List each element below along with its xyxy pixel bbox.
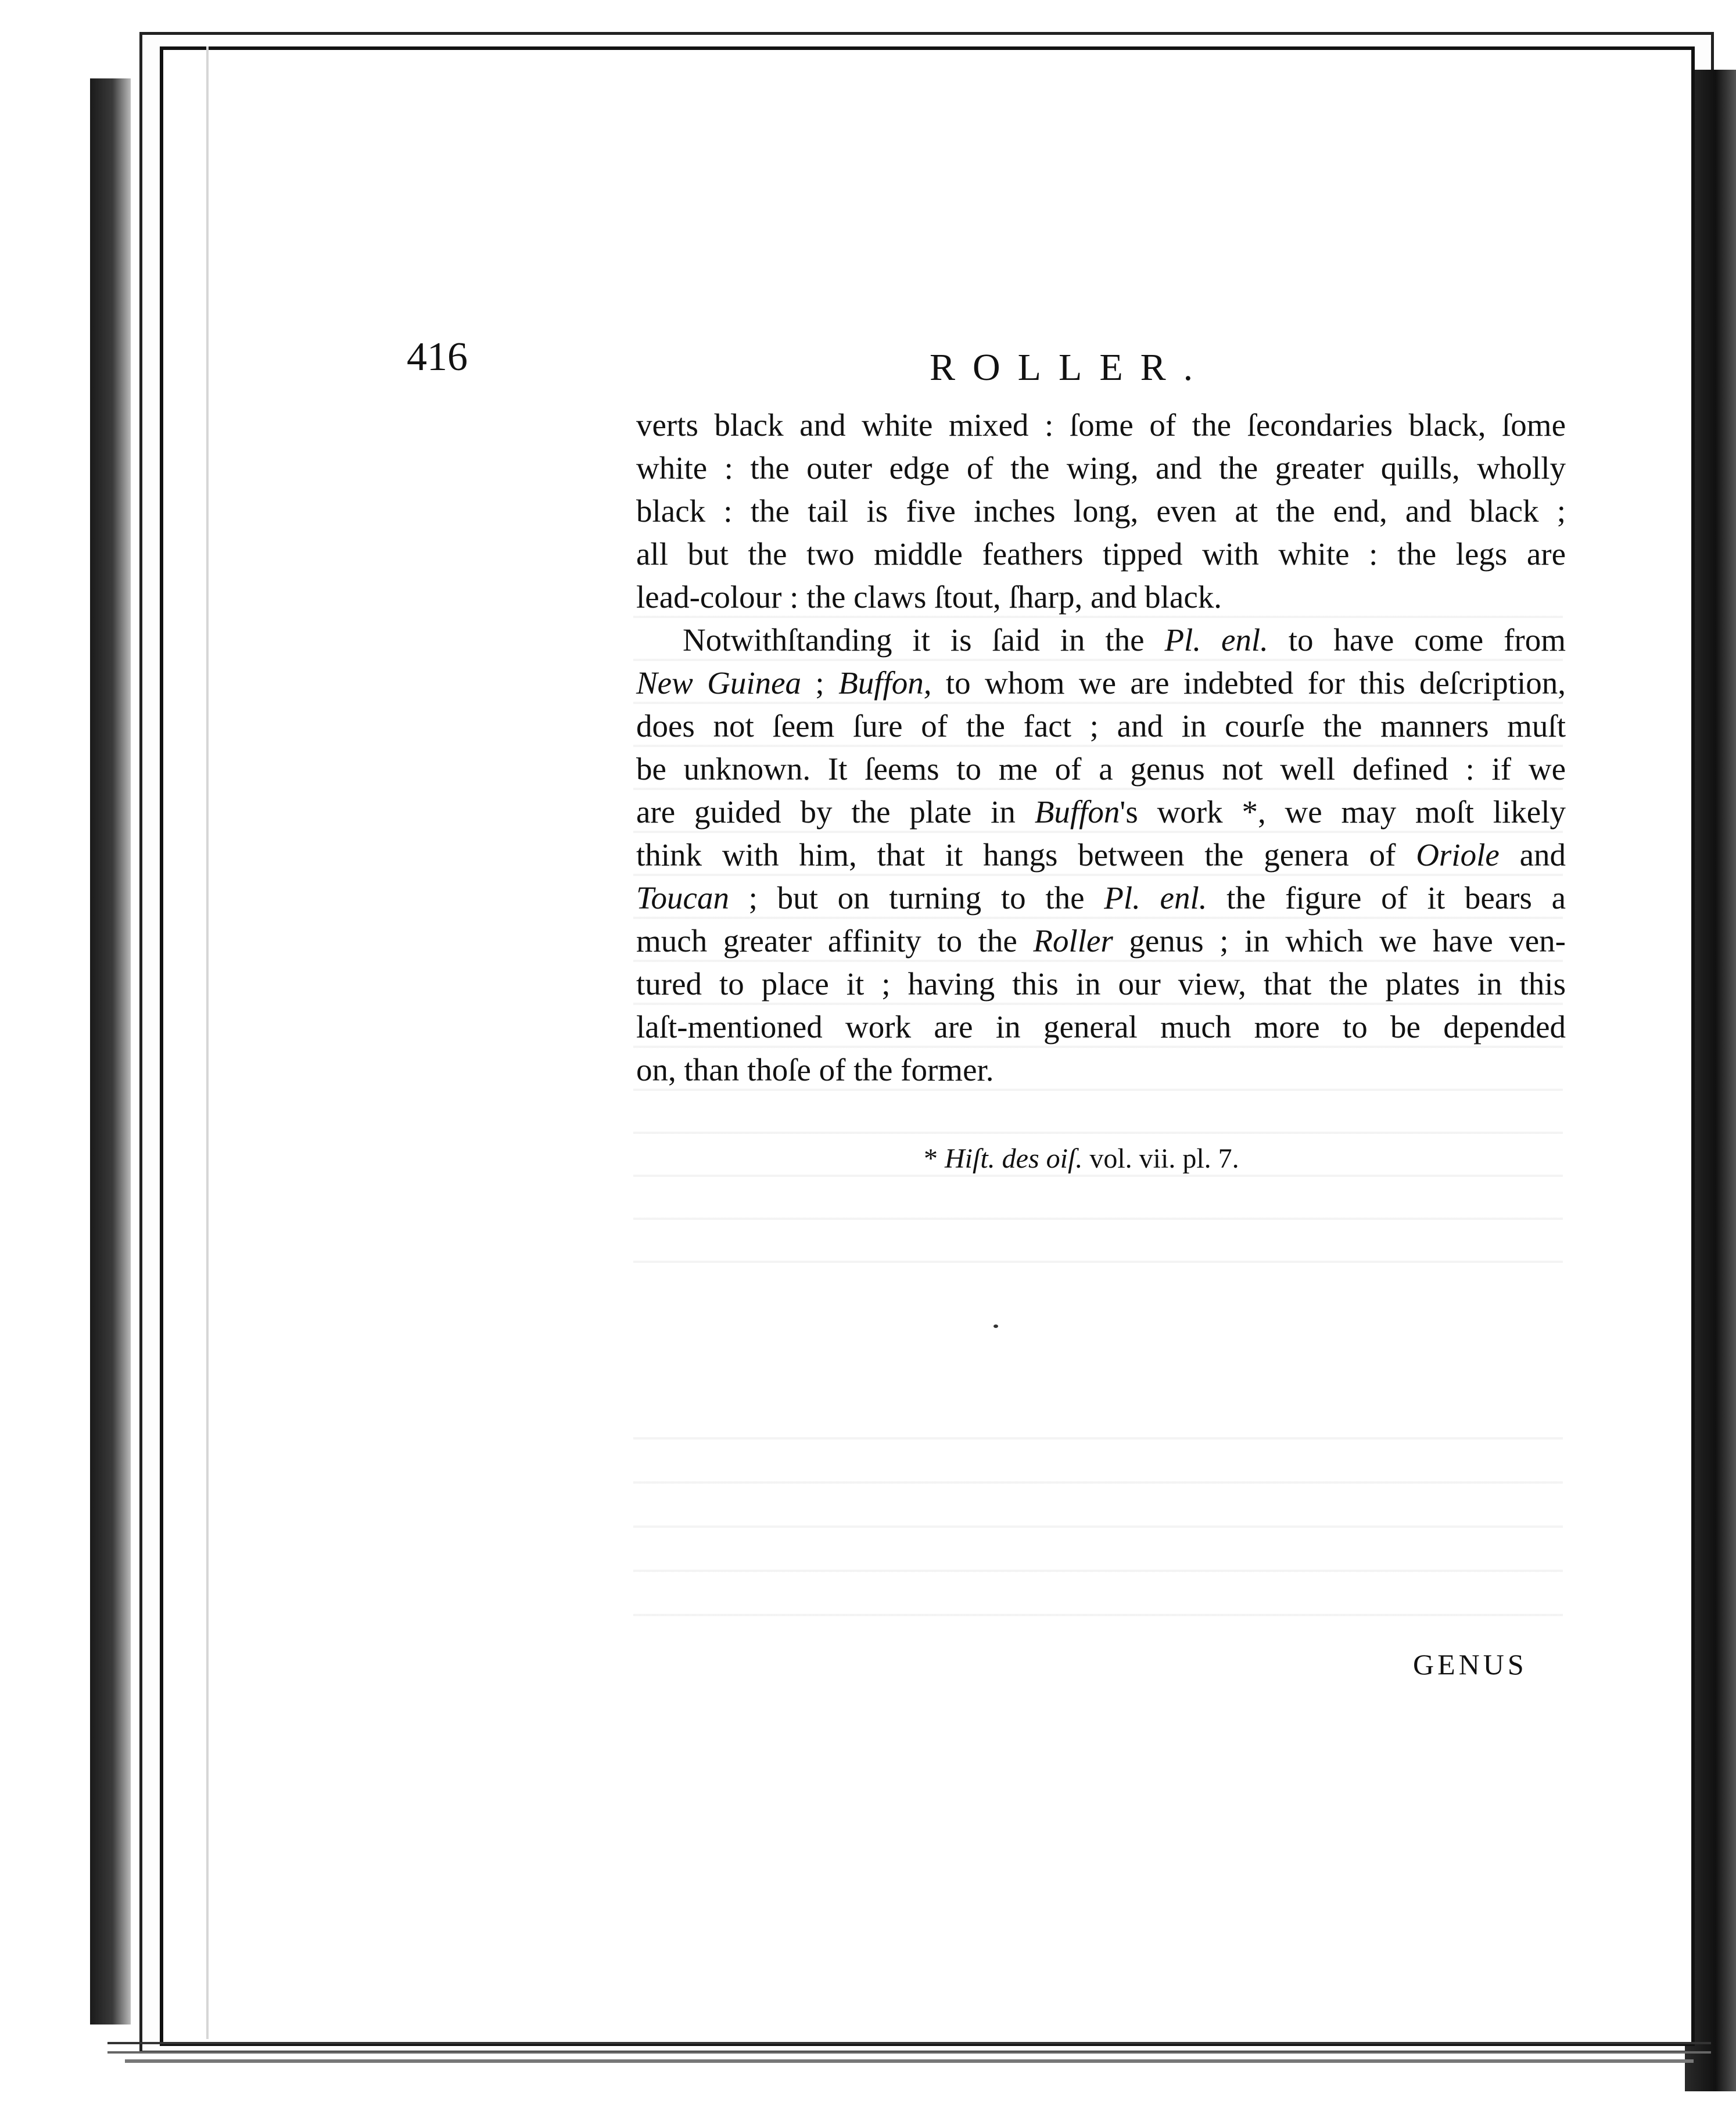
text-line — [636, 662, 1566, 705]
body-text — [636, 404, 1566, 1092]
text-run: think with him, that it hangs between the genera of — [636, 837, 1416, 873]
page-fold-line — [206, 46, 209, 2039]
text-run: much greater affinity to the — [636, 923, 1034, 959]
text-line: does not ſeem ſure of the fact ; and in courſe the manners muſt — [636, 708, 1566, 744]
ink-speck — [993, 1324, 998, 1328]
italic-run: Oriole — [1416, 837, 1500, 873]
text-run: genus ; in which we have ven- — [1113, 923, 1566, 959]
text-line — [636, 834, 1566, 877]
text-line: be unknown. It ſeems to me of a genus not well defined : if we — [636, 751, 1566, 787]
italic-run: Buffon — [1034, 794, 1120, 830]
catchword: GENUS — [1413, 1648, 1527, 1681]
show-through-texture-lower — [633, 1417, 1563, 1638]
text-run: ; but on turning to the — [729, 880, 1104, 916]
footnote-ref: vol. vii. pl. 7. — [1082, 1143, 1239, 1174]
text-run: to have come from — [1268, 622, 1566, 658]
text-line — [636, 920, 1566, 963]
italic-run: Toucan — [636, 880, 729, 916]
text-line — [636, 791, 1566, 834]
text-run: the figure of it bears a — [1207, 880, 1566, 916]
text-line: verts black and white mixed : ſome of the ſecondaries black, ſome — [636, 407, 1566, 443]
text-run: Notwithſtanding it is ſaid in the — [683, 622, 1165, 658]
page-bottom-edge-2 — [125, 2059, 1694, 2063]
text-run: 's work *, we may moſt likely — [1120, 794, 1566, 830]
text-line: white : the outer edge of the wing, and the greater quills, wholly — [636, 450, 1566, 486]
text-line: laſt-mentioned work are in general much more to be depended — [636, 1009, 1566, 1044]
text-line: tured to place it ; having this in our view, that the plates in this — [636, 966, 1566, 1002]
italic-run: Pl. enl. — [1164, 622, 1268, 658]
text-line: lead-colour : the claws ſtout, ſharp, and black. — [636, 579, 1222, 615]
footnote-marker: * — [924, 1143, 945, 1174]
italic-run: Buffon, — [838, 665, 932, 701]
text-run: to whom we are indebted for this deſcription, — [931, 665, 1566, 701]
text-run: are guided by the plate in — [636, 794, 1035, 830]
text-line: all but the two middle feathers tipped with white : the legs are — [636, 536, 1566, 572]
running-head: ROLLER. — [930, 346, 1211, 389]
page-bottom-edge — [107, 2042, 1711, 2054]
text-line: on, than thoſe of the former. — [636, 1052, 994, 1087]
text-line — [636, 877, 1566, 920]
italic-run: Roller — [1033, 923, 1113, 959]
text-run: and — [1499, 837, 1566, 873]
page-number: 416 — [407, 335, 468, 379]
footnote-source: Hiſt. des oiſ. — [945, 1143, 1083, 1174]
italic-run: New Guinea — [636, 665, 802, 701]
scan-left-shadow — [90, 78, 131, 2025]
text-line — [636, 619, 1566, 662]
text-run: ; — [801, 665, 839, 701]
italic-run: Pl. enl. — [1104, 880, 1207, 916]
footnote — [924, 1142, 1239, 1176]
text-line: black : the tail is five inches long, even at the end, and black ; — [636, 493, 1566, 529]
